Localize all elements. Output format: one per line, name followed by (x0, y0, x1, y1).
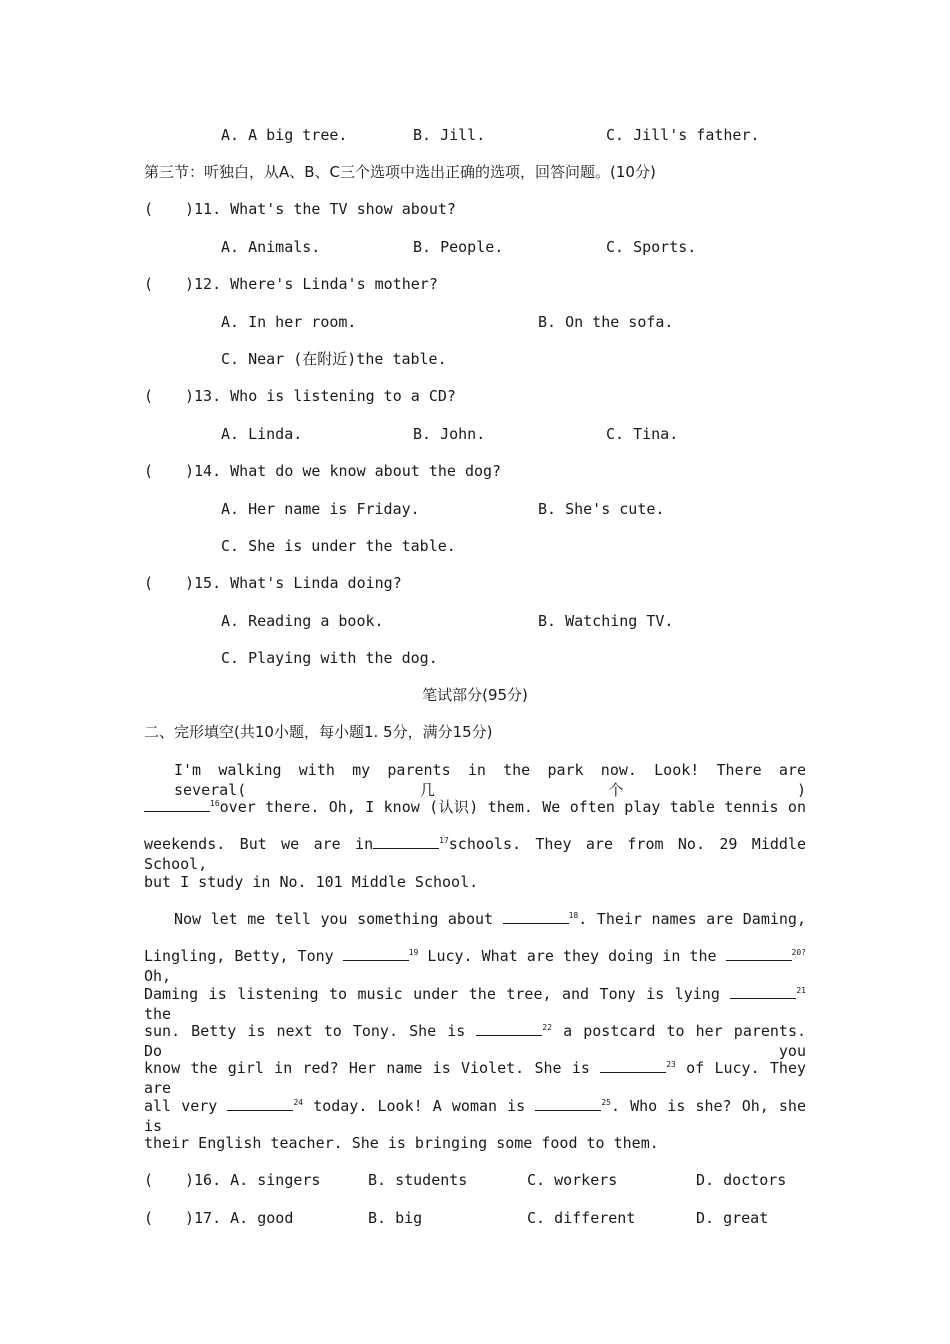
passage-line: Now let me tell you something about $^{18}$. Their names are Daming, (174, 910, 806, 928)
blank-21[interactable] (730, 984, 796, 999)
blank-23[interactable] (600, 1058, 666, 1073)
q12-option-a: A. In her room. (221, 313, 357, 331)
question-17-stem: )17. A. good (185, 1209, 294, 1227)
cloze-header: 二、完形填空(共10小题，每小题1. 5分，满分15分) (144, 723, 493, 741)
blank-number: 23 (666, 1060, 676, 1069)
q14-option-b: B. She's cute. (538, 500, 665, 518)
q11-option-a: A. Animals. (221, 238, 321, 256)
q16-option-c: C. workers (527, 1171, 618, 1189)
passage-line: their English teacher. She is bringing some food to them. (144, 1134, 659, 1152)
blank-number: 16 (210, 799, 220, 808)
blank-number: 22 (542, 1023, 553, 1032)
answer-bracket: ( (144, 1209, 190, 1227)
passage-line: all very $^{24}$ today. Look! A woman is $^{25}$. Who is she? Oh, she is (144, 1097, 806, 1135)
prev-option-a: A. A big tree. (221, 126, 348, 144)
q15-option-a: A. Reading a book. (221, 612, 384, 630)
blank-22[interactable] (476, 1021, 542, 1036)
answer-bracket: ( (144, 387, 190, 405)
passage-line: weekends. But we are in $^{17}$schools. They are from No. 29 Middle School, (144, 835, 806, 873)
blank-number: 17 (439, 836, 449, 845)
passage-line: $^{16}$over there. Oh, I know (认识) them. We often play table tennis on (144, 797, 806, 817)
blank-number: 18 (568, 911, 579, 920)
prev-option-c: C. Jill's father. (606, 126, 760, 144)
blank-17[interactable] (373, 834, 439, 849)
q17-option-b: B. big (368, 1209, 423, 1227)
passage-line: but I study in No. 101 Middle School. (144, 873, 479, 891)
blank-16[interactable] (144, 797, 210, 812)
passage-line: sun. Betty is next to Tony. She is $^{22}$ a postcard to her parents. Do you (144, 1022, 807, 1060)
blank-number: 24 (293, 1098, 304, 1107)
blank-24[interactable] (227, 1096, 293, 1111)
passage-line: Lingling, Betty, Tony $^{19}$ Lucy. What are they doing in the $^{20?}$ Oh, (144, 947, 806, 985)
question-14-stem: )14. What do we know about the dog? (185, 462, 502, 480)
section3-header: 第三节：听独白，从A、B、C三个选项中选出正确的选项，回答问题。(10分) (144, 163, 656, 181)
question-12-stem: )12. Where's Linda's mother? (185, 275, 438, 293)
prev-option-b: B. Jill. (413, 126, 486, 144)
q17-option-d: D. great (696, 1209, 769, 1227)
passage-line: Daming is listening to music under the tree, and Tony is lying $^{21}$ the (144, 985, 806, 1023)
question-15-stem: )15. What's Linda doing? (185, 574, 402, 592)
answer-bracket: ( (144, 275, 190, 293)
q11-option-b: B. People. (413, 238, 504, 256)
written-section-title: 笔试部分(95分) (422, 686, 528, 704)
blank-number: 19 (408, 948, 419, 957)
q12-option-b: B. On the sofa. (538, 313, 674, 331)
q12-option-c: C. Near (在附近)the table. (221, 350, 447, 368)
blank-number: 20? (791, 948, 806, 957)
blank-20[interactable] (726, 946, 792, 961)
q13-option-c: C. Tina. (606, 425, 679, 443)
blank-18[interactable] (503, 909, 569, 924)
question-13-stem: )13. Who is listening to a CD? (185, 387, 456, 405)
passage-line: I'm walking with my parents in the park now. Look! There are several(几个) (174, 761, 806, 799)
question-16-stem: )16. A. singers (185, 1171, 321, 1189)
q11-option-c: C. Sports. (606, 238, 697, 256)
q13-option-b: B. John. (413, 425, 486, 443)
q17-option-c: C. different (527, 1209, 636, 1227)
q16-option-b: B. students (368, 1171, 468, 1189)
q13-option-a: A. Linda. (221, 425, 303, 443)
answer-bracket: ( (144, 574, 190, 592)
blank-number: 25 (601, 1098, 611, 1107)
blank-number: 21 (796, 986, 806, 995)
q14-option-a: A. Her name is Friday. (221, 500, 420, 518)
answer-bracket: ( (144, 1171, 190, 1189)
blank-25[interactable] (535, 1096, 601, 1111)
q15-option-b: B. Watching TV. (538, 612, 674, 630)
q16-option-d: D. doctors (696, 1171, 787, 1189)
answer-bracket: ( (144, 462, 190, 480)
q14-option-c: C. She is under the table. (221, 537, 456, 555)
q15-option-c: C. Playing with the dog. (221, 649, 438, 667)
answer-bracket: ( (144, 200, 190, 218)
blank-19[interactable] (343, 946, 409, 961)
passage-line: know the girl in red? Her name is Violet. She is $^{23}$ of Lucy. They are (144, 1059, 807, 1097)
question-11-stem: )11. What's the TV show about? (185, 200, 456, 218)
